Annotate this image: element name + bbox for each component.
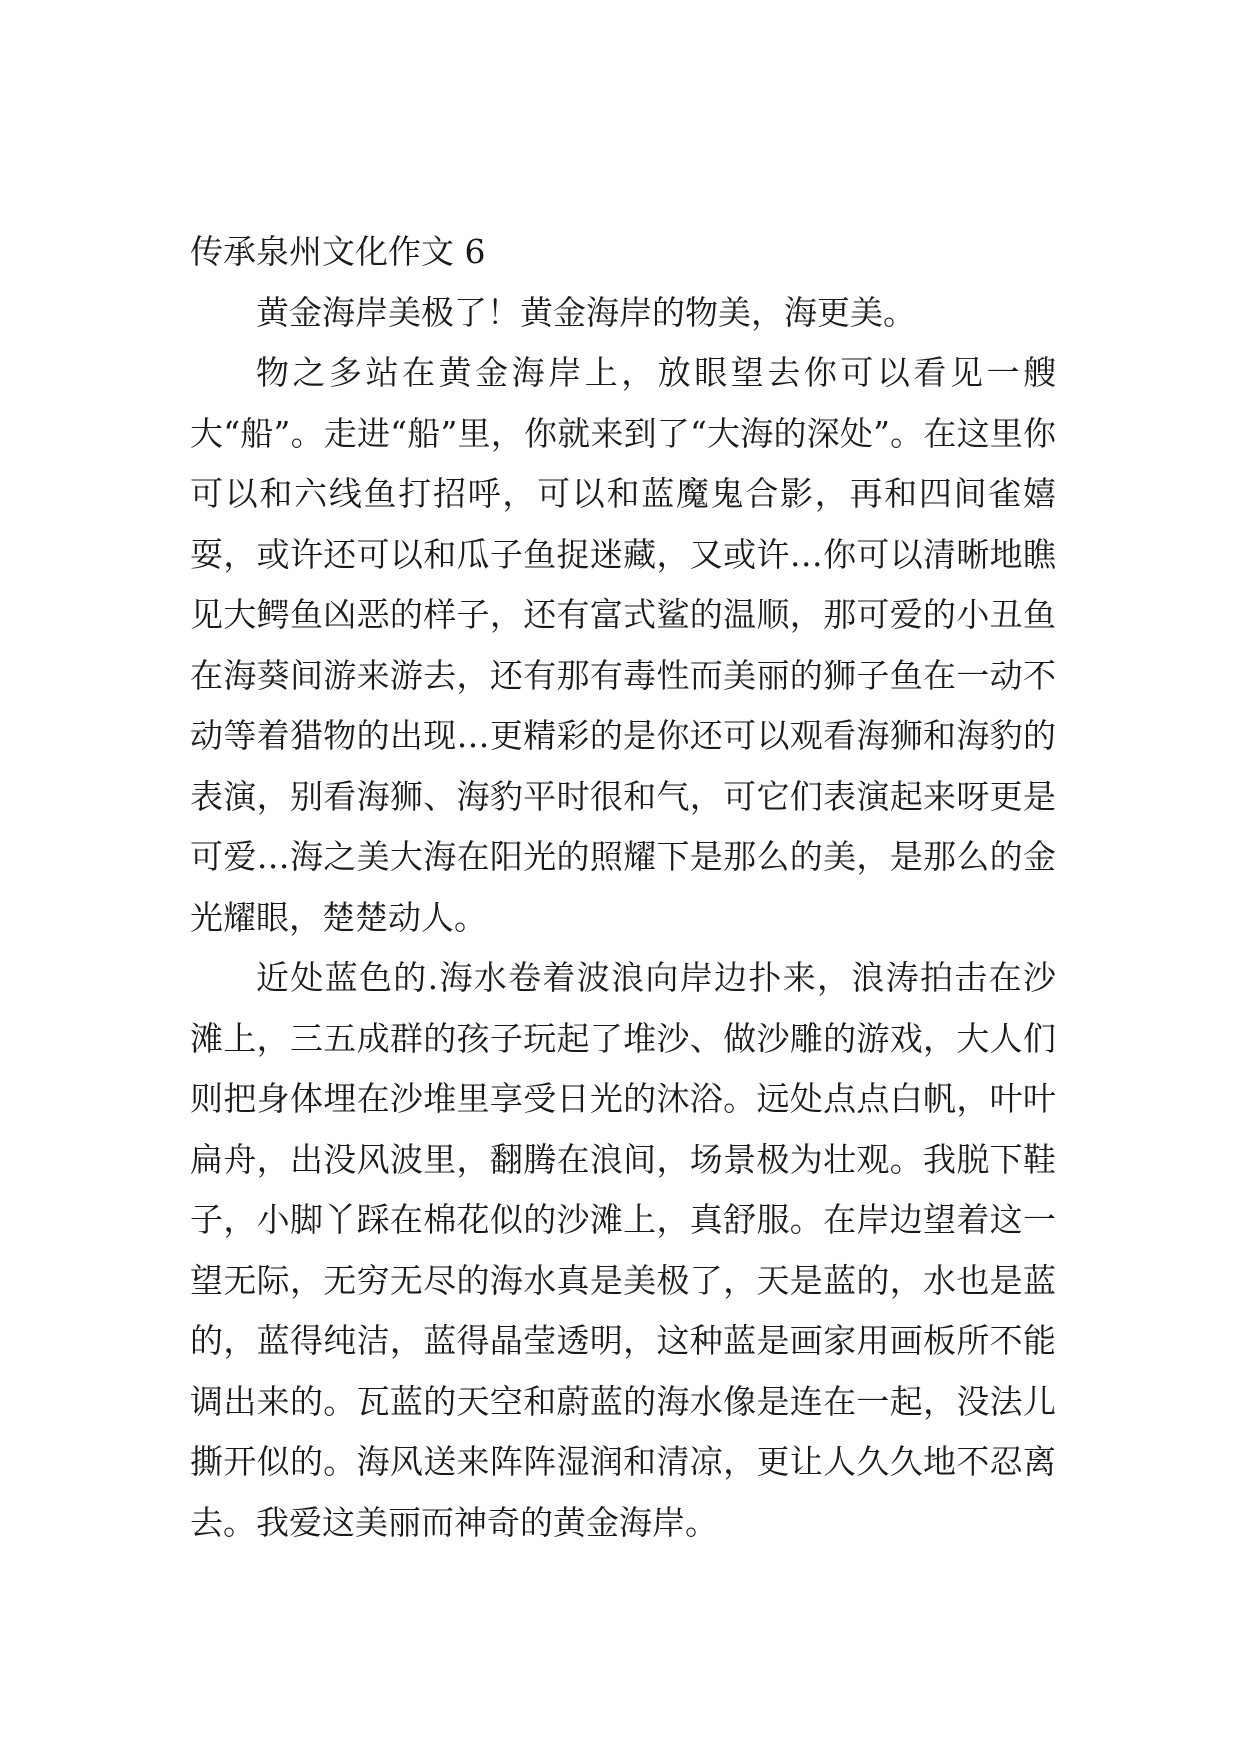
document-title: 传承泉州文化作文 6 (190, 232, 486, 271)
document-body (190, 222, 1056, 1553)
paragraph-objects: 物之多站在黄金海岸上，放眼望去你可以看见一艘大“船”。走进“船”里，你就来到了“大海的深处”。在这里你可以和六线鱼打招呼，可以和蓝魔鬼合影，再和四间雀嬉耍，或许还可以和瓜子鱼捉迷藏，又或许…你可以清晰地瞧见大鳄鱼凶恶的样子，还有富式鲨的温顺，那可爱的小丑鱼在海葵间游来游去，还有那有毒性而美丽的狮子鱼在一动不动等着猎物的出现…更精彩的是你还可以观看海狮和海豹的表演，别看海狮、海豹平时很和气，可它们表演起来呀更是可爱…海之美大海在阳光的照耀下是那么的美，是那么的金光耀眼，楚楚动人。 (190, 353, 1056, 937)
paragraph-sea: 近处蓝色的.海水卷着波浪向岸边扑来，浪涛拍击在沙滩上，三五成群的孩子玩起了堆沙、做沙雕的游戏，大人们则把身体埋在沙堆里享受日光的沐浴。远处点点白帆，叶叶扁舟，出没风波里，翻腾在浪间，场景极为壮观。我脱下鞋子，小脚丫踩在棉花似的沙滩上，真舒服。在岸边望着这一望无际，无穷无尽的海水真是美极了，天是蓝的，水也是蓝的，蓝得纯洁，蓝得晶莹透明，这种蓝是画家用画板所不能调出来的。瓦蓝的天空和蔚蓝的海水像是连在一起，没法儿撕开似的。海风送来阵阵湿润和清凉，更让人久久地不忍离去。我爱这美丽而神奇的黄金海岸。 (190, 958, 1056, 1542)
paragraph-intro: 黄金海岸美极了！黄金海岸的物美，海更美。 (256, 292, 916, 332)
